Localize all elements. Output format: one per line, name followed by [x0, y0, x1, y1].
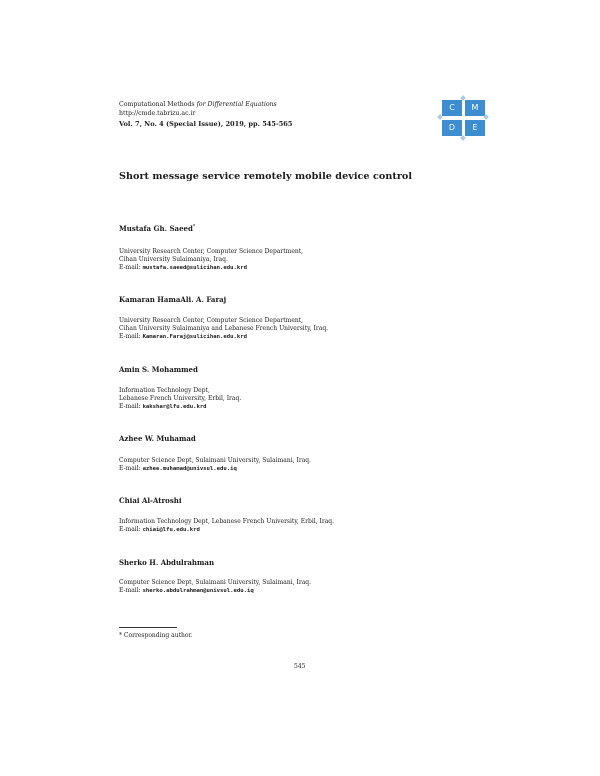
journal-name	[119, 101, 277, 109]
author-name: Sherko H. Abdulrahman	[119, 558, 215, 567]
journal-url[interactable]: http://cmde.tabrizu.ac.ir	[119, 110, 196, 117]
journal-name-rest: Differential Equations	[205, 101, 277, 108]
author-email[interactable]: Kamaran.Faraj@sulicihan.edu.krd	[142, 334, 247, 340]
corresponding-mark: *	[192, 224, 196, 230]
email-line: E-mail: azhee.muhamad@univsul.edu.iq	[119, 465, 237, 472]
affiliation-line: Information Technology Dept,	[119, 387, 210, 394]
author-affiliation	[119, 317, 328, 341]
author-email[interactable]: azhee.muhamad@univsul.edu.iq	[142, 466, 237, 472]
author-name: Amin S. Mohammed	[119, 365, 198, 374]
logo-letter-m: M	[465, 100, 485, 116]
email-line: E-mail: mustafa.saeed@sulicihan.edu.krd	[119, 264, 247, 271]
author-name-text: Mustafa Gh. Saeed	[119, 224, 193, 233]
author-name	[119, 224, 195, 233]
author-affiliation	[119, 387, 241, 411]
affiliation-line: University Research Center, Computer Science Department,	[119, 248, 304, 255]
affiliation-line: Computer Science Dept, Sulaimani University, Sulaimani, Iraq.	[119, 457, 312, 464]
email-line: E-mail: sherko.abdulrahman@univsul.edu.iq	[119, 587, 254, 594]
author-affiliation	[119, 518, 334, 534]
footnote: * Corresponding author.	[119, 632, 193, 639]
author-email[interactable]: chiai@lfu.edu.krd	[142, 527, 200, 533]
author-email[interactable]: mustafa.saeed@sulicihan.edu.krd	[142, 265, 247, 271]
author-email[interactable]: sherko.abdulrahman@univsul.edu.iq	[142, 588, 254, 594]
author-name: Kamaran HamaAli. A. Faraj	[119, 295, 227, 304]
affiliation-line: Lebanese French University, Erbil, Iraq.	[119, 395, 242, 402]
cmde-logo	[440, 98, 488, 140]
affiliation-line: Cihan University Sulaimaniya and Lebanese French University, Iraq.	[119, 325, 329, 332]
author-name: Azhee W. Muhamad	[119, 434, 196, 443]
author-email[interactable]: kakshar@lfu.edu.krd	[142, 404, 207, 410]
affiliation-line: University Research Center, Computer Science Department,	[119, 317, 304, 324]
logo-letter-e: E	[465, 120, 485, 136]
logo-dot	[460, 135, 466, 141]
page-number: 545	[294, 663, 306, 670]
email-line: E-mail: Kamaran.Faraj@sulicihan.edu.krd	[119, 333, 247, 340]
paper-title: Short message service remotely mobile device control	[119, 171, 413, 182]
logo-letter-d: D	[442, 120, 462, 136]
author-affiliation	[119, 579, 311, 595]
logo-letter-c: C	[442, 100, 462, 116]
affiliation-line: Information Technology Dept, Lebanese French University, Erbil, Iraq.	[119, 518, 335, 525]
affiliation-line: Cihan University Sulaimaniya, Iraq.	[119, 256, 228, 263]
logo-dot	[483, 114, 489, 120]
footnote-rule	[119, 627, 177, 628]
affiliation-line: Computer Science Dept, Sulaimani University, Sulaimani, Iraq.	[119, 579, 312, 586]
email-line: E-mail: kakshar@lfu.edu.krd	[119, 403, 207, 410]
journal-name-for: for	[196, 101, 206, 108]
journal-volume: Vol. 7, No. 4 (Special Issue), 2019, pp. 545-565	[119, 120, 293, 128]
email-line: E-mail: chiai@lfu.edu.krd	[119, 526, 200, 533]
author-affiliation	[119, 248, 303, 272]
author-affiliation	[119, 457, 311, 473]
author-name: Chiai Al-Atroshi	[119, 496, 182, 505]
journal-name-prefix: Computational Methods	[119, 101, 197, 108]
